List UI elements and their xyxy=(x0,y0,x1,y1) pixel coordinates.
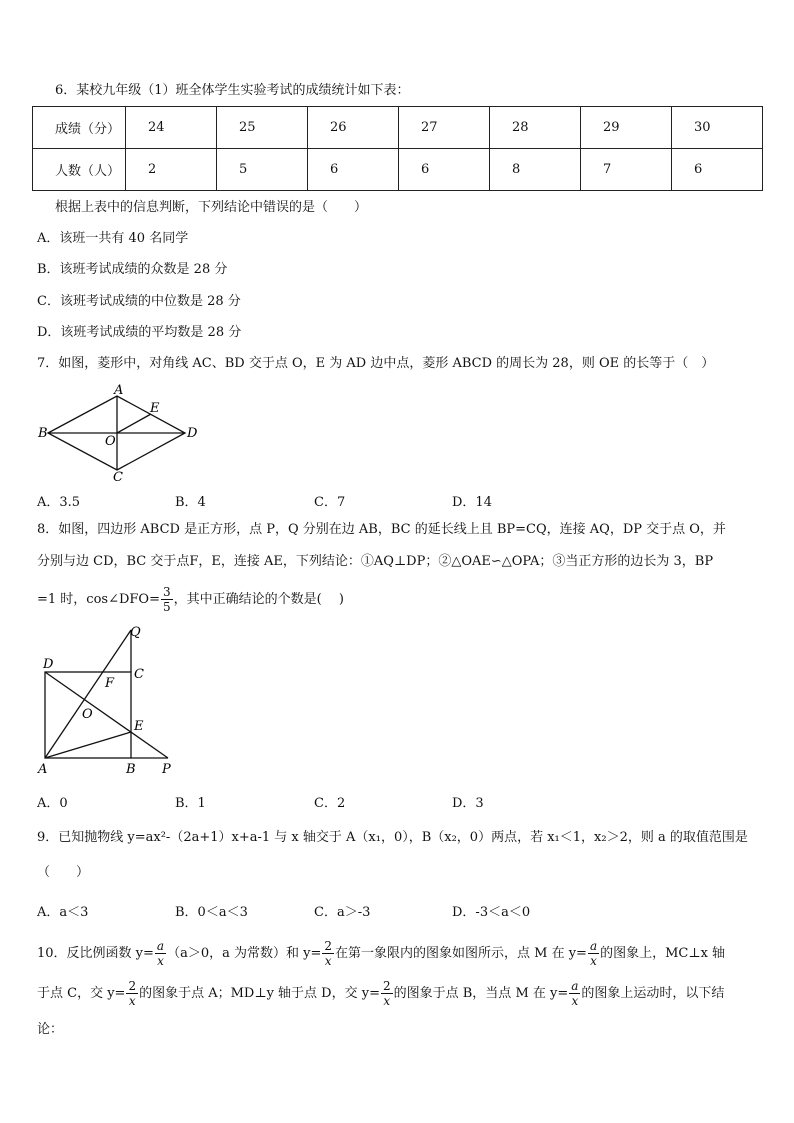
q8-stem-line3 xyxy=(37,582,344,618)
q7-option-b[interactable]: B．4 xyxy=(175,495,206,510)
fraction-2-over-x xyxy=(381,979,393,1008)
table-cell: 6 xyxy=(308,149,399,191)
table-cell: 8 xyxy=(490,149,581,191)
q8-stem-line1: 8．如图，四边形 ABCD 是正方形，点 P，Q 分别在边 AB，BC 的延长线上且 BP=CQ，连接 AQ，DP 交于点 O，并 xyxy=(37,522,726,537)
q8-stem-part: =1 时，cos∠DFO= xyxy=(37,592,160,607)
label-o: O xyxy=(105,434,116,449)
label-c: C xyxy=(134,667,144,682)
fraction-numerator: 2 xyxy=(382,979,391,993)
fraction-numerator: 3 xyxy=(162,585,171,599)
fraction-denominator: x xyxy=(128,994,136,1008)
label-b: B xyxy=(126,762,136,777)
q9-option-b[interactable]: B．0＜a＜3 xyxy=(175,905,248,920)
fraction-a-over-x xyxy=(155,939,166,968)
square-figure xyxy=(35,620,185,780)
table-cell: 29 xyxy=(581,107,672,149)
q10-text: 于点 C，交 y= xyxy=(37,986,126,1001)
table-cell: 2 xyxy=(126,149,217,191)
q8-option-c[interactable]: C．2 xyxy=(314,796,346,811)
fraction-denominator: x xyxy=(157,954,164,968)
label-o: O xyxy=(82,707,93,722)
label-q: Q xyxy=(130,625,141,640)
q10-text: 的图象上，MC⊥x 轴 xyxy=(600,946,726,961)
q10-line3: 论： xyxy=(37,1022,64,1037)
q10-line2 xyxy=(37,976,724,1012)
fraction-denominator: x xyxy=(571,994,579,1008)
label-e: E xyxy=(150,401,160,416)
fraction-denominator: x xyxy=(383,994,391,1008)
label-e: E xyxy=(134,719,144,734)
label-d: D xyxy=(187,426,198,441)
table-cell: 25 xyxy=(217,107,308,149)
q10-text: 10．反比例函数 y= xyxy=(37,946,154,961)
label-c: C xyxy=(113,470,123,484)
q10-text: 的图象上运动时，以下结 xyxy=(581,986,725,1001)
table-cell: 6 xyxy=(672,149,763,191)
label-p: P xyxy=(162,762,171,777)
score-table xyxy=(32,106,763,191)
table-row-label: 人数（人） xyxy=(33,149,126,191)
q9-stem: 9．已知抛物线 y=ax²-（2a+1）x+a-1 与 x 轴交于 A（x₁，0），B（x₂，0）两点，若 x₁＜1，x₂＞2，则 a 的取值范围是 xyxy=(37,830,748,845)
q9-option-a[interactable]: A．a＜3 xyxy=(37,905,89,920)
q6-prompt: 根据上表中的信息判断，下列结论中错误的是（ ） xyxy=(55,200,368,215)
q7-option-c[interactable]: C．7 xyxy=(314,495,346,510)
fraction-2-over-x xyxy=(322,939,334,968)
q10-text: （a＞0，a 为常数）和 y= xyxy=(167,946,322,961)
fraction-a-over-x xyxy=(588,939,599,968)
fraction-a-over-x xyxy=(569,979,580,1008)
fraction-numerator: 2 xyxy=(324,939,332,953)
q8-stem-part: ，其中正确结论的个数是( ) xyxy=(173,592,344,607)
q7-stem: 7．如图，菱形中，对角线 AC、BD 交于点 O，E 为 AD 边中点，菱形 ABCD 的周长为 28，则 OE 的长等于（ ） xyxy=(37,356,715,371)
label-a: A xyxy=(114,384,124,398)
table-cell: 27 xyxy=(399,107,490,149)
table-row xyxy=(33,149,763,191)
fraction-denominator: x xyxy=(324,954,332,968)
fraction-numerator: a xyxy=(589,939,598,953)
q7-option-a[interactable]: A．3.5 xyxy=(37,495,81,510)
rhombus-figure xyxy=(35,384,205,484)
q9-paren: （ ） xyxy=(37,865,90,880)
table-cell: 7 xyxy=(581,149,672,191)
table-cell: 5 xyxy=(217,149,308,191)
label-a: A xyxy=(38,762,48,777)
label-f: F xyxy=(105,676,115,691)
q10-text: 的图象于点 B，当点 M 在 y= xyxy=(393,986,569,1001)
label-d: D xyxy=(43,657,54,672)
q8-option-a[interactable]: A．0 xyxy=(37,796,68,811)
q6-option-d[interactable]: D．该班考试成绩的平均数是 28 分 xyxy=(37,325,242,340)
q10-text: 的图象于点 A；MD⊥y 轴于点 D，交 y= xyxy=(139,986,380,1001)
label-b: B xyxy=(38,426,48,441)
q6-option-a[interactable]: A．该班一共有 40 名同学 xyxy=(37,231,189,246)
table-cell: 30 xyxy=(672,107,763,149)
q6-option-c[interactable]: C．该班考试成绩的中位数是 28 分 xyxy=(37,294,241,309)
q8-option-d[interactable]: D．3 xyxy=(452,796,484,811)
fraction xyxy=(161,585,173,614)
q10-line1 xyxy=(37,936,725,972)
table-row xyxy=(33,107,763,149)
q7-option-d[interactable]: D．14 xyxy=(452,495,492,510)
fraction-2-over-x xyxy=(126,979,138,1008)
q9-option-c[interactable]: C．a＞-3 xyxy=(314,905,371,920)
q8-option-b[interactable]: B．1 xyxy=(175,796,206,811)
table-cell: 26 xyxy=(308,107,399,149)
table-cell: 28 xyxy=(490,107,581,149)
q6-option-b[interactable]: B．该班考试成绩的众数是 28 分 xyxy=(37,262,228,277)
q8-stem-line2: 分别与边 CD，BC 交于点F，E，连接 AE，下列结论：①AQ⊥DP；②△OAE∽△OPA；③当正方形的边长为 3，BP xyxy=(37,554,714,569)
table-cell: 24 xyxy=(126,107,217,149)
fraction-numerator: 2 xyxy=(128,979,137,993)
table-cell: 6 xyxy=(399,149,490,191)
fraction-denominator: 5 xyxy=(162,600,171,614)
fraction-numerator: a xyxy=(156,939,165,953)
fraction-denominator: x xyxy=(590,954,597,968)
fraction-numerator: a xyxy=(571,979,579,993)
q9-option-d[interactable]: D．-3＜a＜0 xyxy=(452,905,531,920)
q10-text: 在第一象限内的图象如图所示，点 M 在 y= xyxy=(335,946,587,961)
q6-stem: 6．某校九年级（1）班全体学生实验考试的成绩统计如下表： xyxy=(55,83,410,98)
table-row-label: 成绩（分） xyxy=(33,107,126,149)
